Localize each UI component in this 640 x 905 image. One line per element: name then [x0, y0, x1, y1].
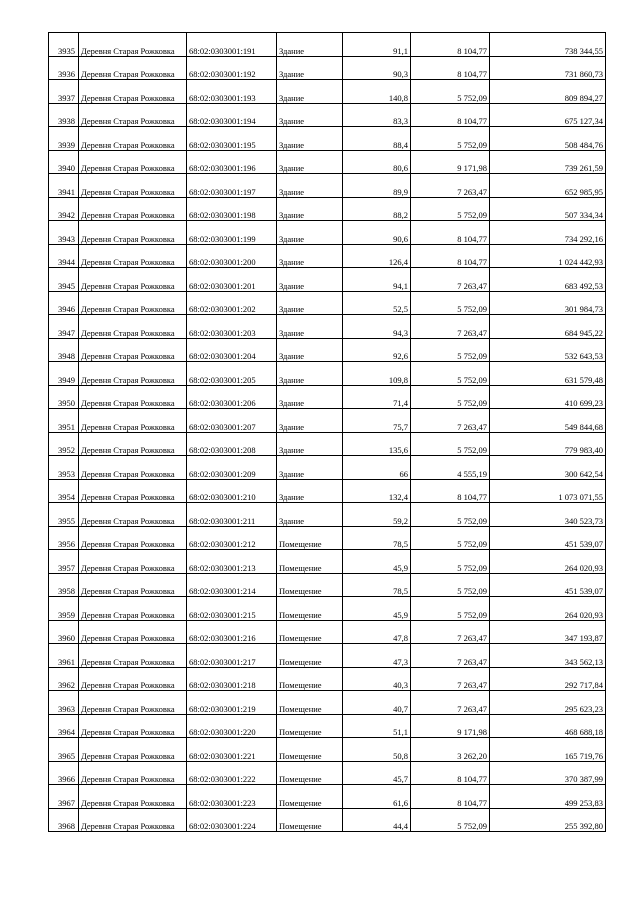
location-cell: Деревня Старая Рожковка: [79, 620, 187, 644]
table-row: [49, 338, 606, 362]
cadastral-number-cell: 68:02:0303001:217: [187, 644, 277, 668]
table-row: [49, 174, 606, 198]
row-number-cell: 3939: [49, 127, 79, 151]
unit-value-cell: 8 104,77: [411, 33, 490, 57]
location-cell: Деревня Старая Рожковка: [79, 362, 187, 386]
row-number-cell: 3942: [49, 197, 79, 221]
row-number-cell: 3948: [49, 338, 79, 362]
unit-value-cell: 9 171,98: [411, 150, 490, 174]
table-row: [49, 785, 606, 809]
table-row: [49, 479, 606, 503]
area-cell: 88,4: [343, 127, 411, 151]
cadastral-value-cell: 468 688,18: [490, 714, 606, 738]
unit-value-cell: 5 752,09: [411, 362, 490, 386]
location-cell: Деревня Старая Рожковка: [79, 103, 187, 127]
cadastral-value-cell: 1 073 071,55: [490, 479, 606, 503]
cadastral-number-cell: 68:02:0303001:199: [187, 221, 277, 245]
object-type-cell: Здание: [277, 338, 343, 362]
object-type-cell: Здание: [277, 174, 343, 198]
object-type-cell: Помещение: [277, 573, 343, 597]
unit-value-cell: 5 752,09: [411, 80, 490, 104]
table-row: [49, 315, 606, 339]
area-cell: 40,7: [343, 691, 411, 715]
row-number-cell: 3937: [49, 80, 79, 104]
cadastral-number-cell: 68:02:0303001:196: [187, 150, 277, 174]
table-row: [49, 33, 606, 57]
cadastral-value-cell: 684 945,22: [490, 315, 606, 339]
cadastral-number-cell: 68:02:0303001:208: [187, 432, 277, 456]
object-type-cell: Здание: [277, 56, 343, 80]
area-cell: 135,6: [343, 432, 411, 456]
cadastral-value-cell: 165 719,76: [490, 738, 606, 762]
table-row: [49, 197, 606, 221]
table-row: [49, 244, 606, 268]
table-body: [49, 33, 606, 832]
object-type-cell: Здание: [277, 409, 343, 433]
cadastral-number-cell: 68:02:0303001:201: [187, 268, 277, 292]
row-number-cell: 3957: [49, 550, 79, 574]
location-cell: Деревня Старая Рожковка: [79, 291, 187, 315]
cadastral-value-cell: 549 844,68: [490, 409, 606, 433]
unit-value-cell: 5 752,09: [411, 432, 490, 456]
row-number-cell: 3966: [49, 761, 79, 785]
unit-value-cell: 7 263,47: [411, 691, 490, 715]
cadastral-value-cell: 301 984,73: [490, 291, 606, 315]
cadastral-value-cell: 370 387,99: [490, 761, 606, 785]
cadastral-number-cell: 68:02:0303001:215: [187, 597, 277, 621]
area-cell: 71,4: [343, 385, 411, 409]
location-cell: Деревня Старая Рожковка: [79, 197, 187, 221]
cadastral-number-cell: 68:02:0303001:191: [187, 33, 277, 57]
row-number-cell: 3953: [49, 456, 79, 480]
cadastral-number-cell: 68:02:0303001:220: [187, 714, 277, 738]
location-cell: Деревня Старая Рожковка: [79, 644, 187, 668]
cadastral-value-cell: 734 292,16: [490, 221, 606, 245]
location-cell: Деревня Старая Рожковка: [79, 409, 187, 433]
cadastral-number-cell: 68:02:0303001:205: [187, 362, 277, 386]
row-number-cell: 3950: [49, 385, 79, 409]
row-number-cell: 3967: [49, 785, 79, 809]
cadastral-number-cell: 68:02:0303001:193: [187, 80, 277, 104]
object-type-cell: Помещение: [277, 738, 343, 762]
row-number-cell: 3968: [49, 808, 79, 832]
unit-value-cell: 4 555,19: [411, 456, 490, 480]
unit-value-cell: 8 104,77: [411, 56, 490, 80]
cadastral-number-cell: 68:02:0303001:224: [187, 808, 277, 832]
object-type-cell: Здание: [277, 479, 343, 503]
table-row: [49, 526, 606, 550]
cadastral-value-cell: 739 261,59: [490, 150, 606, 174]
cadastral-value-cell: 738 344,55: [490, 33, 606, 57]
unit-value-cell: 8 104,77: [411, 761, 490, 785]
table-row: [49, 503, 606, 527]
cadastral-value-cell: 451 539,07: [490, 573, 606, 597]
table-row: [49, 691, 606, 715]
table-row: [49, 409, 606, 433]
area-cell: 90,3: [343, 56, 411, 80]
cadastral-number-cell: 68:02:0303001:219: [187, 691, 277, 715]
location-cell: Деревня Старая Рожковка: [79, 456, 187, 480]
area-cell: 50,8: [343, 738, 411, 762]
row-number-cell: 3956: [49, 526, 79, 550]
area-cell: 88,2: [343, 197, 411, 221]
unit-value-cell: 3 262,20: [411, 738, 490, 762]
unit-value-cell: 5 752,09: [411, 808, 490, 832]
cadastral-number-cell: 68:02:0303001:203: [187, 315, 277, 339]
area-cell: 132,4: [343, 479, 411, 503]
table-row: [49, 761, 606, 785]
row-number-cell: 3935: [49, 33, 79, 57]
area-cell: 80,6: [343, 150, 411, 174]
location-cell: Деревня Старая Рожковка: [79, 33, 187, 57]
location-cell: Деревня Старая Рожковка: [79, 268, 187, 292]
unit-value-cell: 8 104,77: [411, 479, 490, 503]
cadastral-number-cell: 68:02:0303001:214: [187, 573, 277, 597]
table-row: [49, 432, 606, 456]
table-row: [49, 56, 606, 80]
row-number-cell: 3954: [49, 479, 79, 503]
area-cell: 91,1: [343, 33, 411, 57]
table-row: [49, 573, 606, 597]
location-cell: Деревня Старая Рожковка: [79, 503, 187, 527]
object-type-cell: Здание: [277, 432, 343, 456]
table-row: [49, 362, 606, 386]
unit-value-cell: 9 171,98: [411, 714, 490, 738]
area-cell: 92,6: [343, 338, 411, 362]
area-cell: 75,7: [343, 409, 411, 433]
area-cell: 109,8: [343, 362, 411, 386]
cadastral-value-cell: 508 484,76: [490, 127, 606, 151]
row-number-cell: 3936: [49, 56, 79, 80]
table-row: [49, 80, 606, 104]
table-row: [49, 808, 606, 832]
row-number-cell: 3940: [49, 150, 79, 174]
cadastral-value-cell: 340 523,73: [490, 503, 606, 527]
row-number-cell: 3960: [49, 620, 79, 644]
unit-value-cell: 7 263,47: [411, 620, 490, 644]
object-type-cell: Здание: [277, 80, 343, 104]
row-number-cell: 3952: [49, 432, 79, 456]
row-number-cell: 3944: [49, 244, 79, 268]
cadastral-number-cell: 68:02:0303001:218: [187, 667, 277, 691]
object-type-cell: Помещение: [277, 785, 343, 809]
location-cell: Деревня Старая Рожковка: [79, 315, 187, 339]
location-cell: Деревня Старая Рожковка: [79, 221, 187, 245]
object-type-cell: Здание: [277, 503, 343, 527]
cadastral-value-cell: 300 642,54: [490, 456, 606, 480]
cadastral-number-cell: 68:02:0303001:200: [187, 244, 277, 268]
cadastral-number-cell: 68:02:0303001:195: [187, 127, 277, 151]
location-cell: Деревня Старая Рожковка: [79, 244, 187, 268]
cadastral-number-cell: 68:02:0303001:202: [187, 291, 277, 315]
location-cell: Деревня Старая Рожковка: [79, 80, 187, 104]
unit-value-cell: 7 263,47: [411, 268, 490, 292]
object-type-cell: Здание: [277, 221, 343, 245]
table-row: [49, 103, 606, 127]
row-number-cell: 3961: [49, 644, 79, 668]
object-type-cell: Здание: [277, 244, 343, 268]
cadastral-number-cell: 68:02:0303001:207: [187, 409, 277, 433]
location-cell: Деревня Старая Рожковка: [79, 738, 187, 762]
area-cell: 47,8: [343, 620, 411, 644]
unit-value-cell: 5 752,09: [411, 550, 490, 574]
row-number-cell: 3963: [49, 691, 79, 715]
unit-value-cell: 7 263,47: [411, 644, 490, 668]
area-cell: 94,3: [343, 315, 411, 339]
object-type-cell: Здание: [277, 362, 343, 386]
object-type-cell: Помещение: [277, 550, 343, 574]
area-cell: 61,6: [343, 785, 411, 809]
unit-value-cell: 7 263,47: [411, 174, 490, 198]
table-row: [49, 268, 606, 292]
cadastral-number-cell: 68:02:0303001:212: [187, 526, 277, 550]
table-row: [49, 456, 606, 480]
row-number-cell: 3938: [49, 103, 79, 127]
row-number-cell: 3964: [49, 714, 79, 738]
cadastral-value-cell: 652 985,95: [490, 174, 606, 198]
object-type-cell: Здание: [277, 456, 343, 480]
row-number-cell: 3949: [49, 362, 79, 386]
cadastral-value-cell: 499 253,83: [490, 785, 606, 809]
area-cell: 90,6: [343, 221, 411, 245]
unit-value-cell: 5 752,09: [411, 338, 490, 362]
cadastral-number-cell: 68:02:0303001:198: [187, 197, 277, 221]
area-cell: 94,1: [343, 268, 411, 292]
area-cell: 83,3: [343, 103, 411, 127]
location-cell: Деревня Старая Рожковка: [79, 526, 187, 550]
cadastral-number-cell: 68:02:0303001:197: [187, 174, 277, 198]
row-number-cell: 3959: [49, 597, 79, 621]
cadastral-number-cell: 68:02:0303001:223: [187, 785, 277, 809]
object-type-cell: Помещение: [277, 526, 343, 550]
location-cell: Деревня Старая Рожковка: [79, 550, 187, 574]
cadastral-value-table: [48, 32, 606, 832]
cadastral-number-cell: 68:02:0303001:194: [187, 103, 277, 127]
cadastral-number-cell: 68:02:0303001:222: [187, 761, 277, 785]
location-cell: Деревня Старая Рожковка: [79, 714, 187, 738]
object-type-cell: Здание: [277, 33, 343, 57]
table-row: [49, 714, 606, 738]
row-number-cell: 3947: [49, 315, 79, 339]
cadastral-value-cell: 675 127,34: [490, 103, 606, 127]
object-type-cell: Помещение: [277, 714, 343, 738]
table-row: [49, 738, 606, 762]
row-number-cell: 3946: [49, 291, 79, 315]
cadastral-number-cell: 68:02:0303001:221: [187, 738, 277, 762]
object-type-cell: Здание: [277, 291, 343, 315]
location-cell: Деревня Старая Рожковка: [79, 597, 187, 621]
object-type-cell: Помещение: [277, 620, 343, 644]
area-cell: 47,3: [343, 644, 411, 668]
object-type-cell: Помещение: [277, 691, 343, 715]
unit-value-cell: 5 752,09: [411, 385, 490, 409]
table-row: [49, 597, 606, 621]
cadastral-value-cell: 631 579,48: [490, 362, 606, 386]
location-cell: Деревня Старая Рожковка: [79, 808, 187, 832]
unit-value-cell: 8 104,77: [411, 221, 490, 245]
row-number-cell: 3965: [49, 738, 79, 762]
area-cell: 52,5: [343, 291, 411, 315]
cadastral-value-cell: 410 699,23: [490, 385, 606, 409]
table-row: [49, 620, 606, 644]
cadastral-value-cell: 295 623,23: [490, 691, 606, 715]
table-row: [49, 291, 606, 315]
unit-value-cell: 5 752,09: [411, 127, 490, 151]
area-cell: 140,8: [343, 80, 411, 104]
cadastral-number-cell: 68:02:0303001:211: [187, 503, 277, 527]
table-row: [49, 221, 606, 245]
table-row: [49, 150, 606, 174]
object-type-cell: Здание: [277, 197, 343, 221]
location-cell: Деревня Старая Рожковка: [79, 174, 187, 198]
unit-value-cell: 7 263,47: [411, 409, 490, 433]
cadastral-number-cell: 68:02:0303001:204: [187, 338, 277, 362]
location-cell: Деревня Старая Рожковка: [79, 150, 187, 174]
unit-value-cell: 5 752,09: [411, 291, 490, 315]
cadastral-value-cell: 264 020,93: [490, 597, 606, 621]
location-cell: Деревня Старая Рожковка: [79, 691, 187, 715]
cadastral-value-cell: 731 860,73: [490, 56, 606, 80]
row-number-cell: 3945: [49, 268, 79, 292]
unit-value-cell: 5 752,09: [411, 597, 490, 621]
table-row: [49, 667, 606, 691]
location-cell: Деревня Старая Рожковка: [79, 127, 187, 151]
object-type-cell: Помещение: [277, 808, 343, 832]
cadastral-number-cell: 68:02:0303001:210: [187, 479, 277, 503]
unit-value-cell: 8 104,77: [411, 785, 490, 809]
object-type-cell: Здание: [277, 127, 343, 151]
cadastral-number-cell: 68:02:0303001:213: [187, 550, 277, 574]
unit-value-cell: 8 104,77: [411, 103, 490, 127]
area-cell: 51,1: [343, 714, 411, 738]
area-cell: 45,7: [343, 761, 411, 785]
unit-value-cell: 8 104,77: [411, 244, 490, 268]
object-type-cell: Здание: [277, 150, 343, 174]
unit-value-cell: 5 752,09: [411, 526, 490, 550]
cadastral-value-cell: 292 717,84: [490, 667, 606, 691]
location-cell: Деревня Старая Рожковка: [79, 667, 187, 691]
location-cell: Деревня Старая Рожковка: [79, 573, 187, 597]
location-cell: Деревня Старая Рожковка: [79, 432, 187, 456]
area-cell: 126,4: [343, 244, 411, 268]
table-row: [49, 550, 606, 574]
cadastral-value-cell: 683 492,53: [490, 268, 606, 292]
object-type-cell: Помещение: [277, 761, 343, 785]
object-type-cell: Здание: [277, 103, 343, 127]
location-cell: Деревня Старая Рожковка: [79, 785, 187, 809]
location-cell: Деревня Старая Рожковка: [79, 338, 187, 362]
area-cell: 78,5: [343, 526, 411, 550]
object-type-cell: Помещение: [277, 644, 343, 668]
cadastral-value-cell: 809 894,27: [490, 80, 606, 104]
location-cell: Деревня Старая Рожковка: [79, 761, 187, 785]
cadastral-number-cell: 68:02:0303001:216: [187, 620, 277, 644]
table-row: [49, 644, 606, 668]
row-number-cell: 3962: [49, 667, 79, 691]
cadastral-value-cell: 343 562,13: [490, 644, 606, 668]
object-type-cell: Здание: [277, 268, 343, 292]
cadastral-number-cell: 68:02:0303001:192: [187, 56, 277, 80]
cadastral-number-cell: 68:02:0303001:206: [187, 385, 277, 409]
row-number-cell: 3951: [49, 409, 79, 433]
unit-value-cell: 7 263,47: [411, 667, 490, 691]
location-cell: Деревня Старая Рожковка: [79, 56, 187, 80]
area-cell: 40,3: [343, 667, 411, 691]
area-cell: 78,5: [343, 573, 411, 597]
object-type-cell: Помещение: [277, 667, 343, 691]
cadastral-value-cell: 264 020,93: [490, 550, 606, 574]
table-row: [49, 385, 606, 409]
cadastral-value-cell: 779 983,40: [490, 432, 606, 456]
row-number-cell: 3941: [49, 174, 79, 198]
cadastral-number-cell: 68:02:0303001:209: [187, 456, 277, 480]
area-cell: 66: [343, 456, 411, 480]
unit-value-cell: 5 752,09: [411, 573, 490, 597]
unit-value-cell: 7 263,47: [411, 315, 490, 339]
row-number-cell: 3943: [49, 221, 79, 245]
cadastral-value-cell: 507 334,34: [490, 197, 606, 221]
object-type-cell: Здание: [277, 315, 343, 339]
cadastral-value-cell: 255 392,80: [490, 808, 606, 832]
object-type-cell: Здание: [277, 385, 343, 409]
cadastral-value-cell: 1 024 442,93: [490, 244, 606, 268]
area-cell: 44,4: [343, 808, 411, 832]
object-type-cell: Помещение: [277, 597, 343, 621]
location-cell: Деревня Старая Рожковка: [79, 479, 187, 503]
cadastral-value-cell: 451 539,07: [490, 526, 606, 550]
area-cell: 45,9: [343, 597, 411, 621]
table-row: [49, 127, 606, 151]
cadastral-value-cell: 532 643,53: [490, 338, 606, 362]
row-number-cell: 3955: [49, 503, 79, 527]
area-cell: 45,9: [343, 550, 411, 574]
area-cell: 59,2: [343, 503, 411, 527]
location-cell: Деревня Старая Рожковка: [79, 385, 187, 409]
row-number-cell: 3958: [49, 573, 79, 597]
unit-value-cell: 5 752,09: [411, 197, 490, 221]
area-cell: 89,9: [343, 174, 411, 198]
cadastral-value-cell: 347 193,87: [490, 620, 606, 644]
unit-value-cell: 5 752,09: [411, 503, 490, 527]
